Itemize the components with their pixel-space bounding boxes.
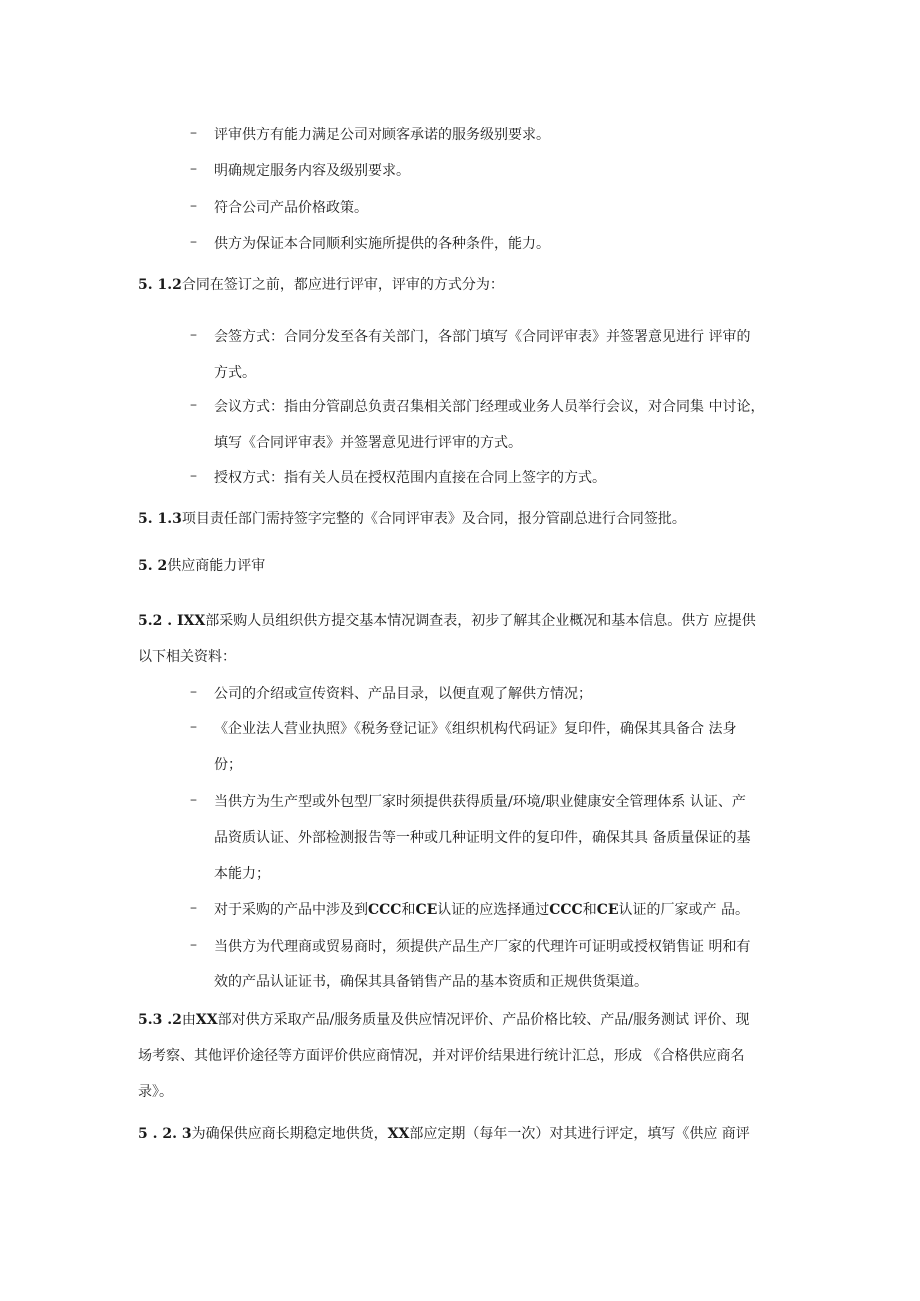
text-part: 对于采购的产品中涉及到 (214, 902, 368, 918)
section-text-cont: 录》。 (138, 1084, 173, 1100)
bullet-dash: – (190, 900, 197, 916)
text-part: 由 (181, 1012, 196, 1028)
section-number: 5.3 .2 (138, 1012, 182, 1028)
section-number: 5. 1.3 (138, 511, 182, 527)
bullet-dash: – (190, 198, 197, 214)
bullet-dash: – (190, 792, 197, 808)
text-part: 认证的应选择通过 (437, 902, 550, 918)
bullet-text: 符合公司产品价格政策。 (214, 200, 368, 216)
bullet-text: 会议方式：指由分管副总负责召集相关部门经理或业务人员举行会议，对合同集 中讨论， (214, 399, 765, 415)
bullet-text: 当供方为代理商或贸易商时，须提供产品生产厂家的代理许可证明或授权销售证 明和有 (214, 939, 751, 955)
bullet-text: 当供方为生产型或外包型厂家时须提供获得质量/环境/职业健康安全管理体系 认证、产 (214, 794, 746, 810)
bullet-text: 供方为保证本合同顺利实施所提供的各种条件，能力。 (214, 236, 550, 252)
bullet-text-cont: 品资质认证、外部检测报告等一种或几种证明文件的复印件，确保其具 备质量保证的基 (214, 830, 751, 846)
bullet-text-cont: 方式。 (214, 365, 256, 381)
bullet-text-cont: 本能力； (214, 866, 270, 882)
text-part: 为确保供应商长期稳定地供货， (191, 1126, 388, 1142)
bullet-dash: – (190, 684, 197, 700)
bullet-dash: – (190, 719, 197, 735)
bullet-text-cont: 填写《合同评审表》并签署意见进行评审的方式。 (214, 435, 522, 451)
dept-xx: XX (195, 1012, 218, 1028)
bullet-text-cont: 份； (214, 757, 242, 773)
bullet-dash: – (190, 468, 197, 484)
bullet-dash: – (190, 327, 197, 343)
ce-mark: CE (596, 902, 619, 918)
ce-mark: CE (415, 902, 438, 918)
section-text-cont: 场考察、其他评价途径等方面评价供应商情况，并对评价结果进行统计汇总，形成 《合格供应商名 (138, 1048, 745, 1064)
section-5-2-2 (138, 1010, 749, 1030)
section-text: 项目责任部门需持签字完整的《合同评审表》及合同，报分管副总进行合同签批。 (181, 511, 686, 527)
section-text: 部应定期（每年一次）对其进行评定，填写《供应 商评 (409, 1126, 750, 1142)
section-text: 供应商能力评审 (167, 558, 266, 574)
bullet-text: 《企业法人营业执照》《税务登记证》《组织机构代码证》复印件，确保其具备合 法身 (214, 721, 737, 737)
bullet-dash: – (190, 125, 197, 141)
bullet-text-ccc (214, 900, 749, 920)
bullet-text: 授权方式：指有关人员在授权范围内直接在合同上签字的方式。 (214, 470, 606, 486)
ccc-mark: CCC (549, 902, 583, 918)
bullet-dash: – (190, 397, 197, 413)
section-5-1-3 (138, 509, 686, 529)
section-number: 5 . 2. 3 (138, 1126, 192, 1142)
section-text: 部采购人员组织供方提交基本情况调查表，初步了解其企业概况和基本信息。供方 应提供 (205, 613, 756, 629)
text-part: 和 (401, 902, 416, 918)
section-number: 5. 1.2 (138, 277, 182, 293)
text-part: 和 (582, 902, 597, 918)
bullet-text: 明确规定服务内容及级别要求。 (214, 163, 410, 179)
section-text-cont: 以下相关资料： (138, 649, 236, 665)
bullet-text-cont: 效的产品认证证书，确保其具备销售产品的基本资质和正规供货渠道。 (214, 974, 648, 990)
bullet-text: 公司的介绍或宣传资料、产品目录，以便直观了解供方情况； (214, 686, 592, 702)
bullet-text: 评审供方有能力满足公司对顾客承诺的服务级别要求。 (214, 127, 550, 143)
section-text: 合同在签订之前，都应进行评审，评审的方式分为： (181, 277, 504, 293)
section-number: 5.2 . I (138, 613, 184, 629)
section-text: 部对供方采取产品/服务质量及供应情况评价、产品价格比较、产品/服务测试 评价、现 (217, 1012, 750, 1028)
section-5-2-1 (138, 611, 756, 631)
dept-xx: XX (387, 1126, 410, 1142)
section-5-1-2 (138, 275, 504, 295)
ccc-mark: CCC (368, 902, 402, 918)
bullet-dash: – (190, 234, 197, 250)
dept-xx: XX (183, 613, 206, 629)
text-part: 认证的厂家或产 品。 (618, 902, 749, 918)
bullet-dash: – (190, 937, 197, 953)
bullet-text: 会签方式：合同分发至各有关部门，各部门填写《合同评审表》并签署意见进行 评审的 (214, 329, 751, 345)
section-number: 5. 2 (138, 558, 168, 574)
section-5-2-3 (138, 1124, 750, 1144)
bullet-dash: – (190, 161, 197, 177)
section-5-2-heading (138, 556, 265, 576)
